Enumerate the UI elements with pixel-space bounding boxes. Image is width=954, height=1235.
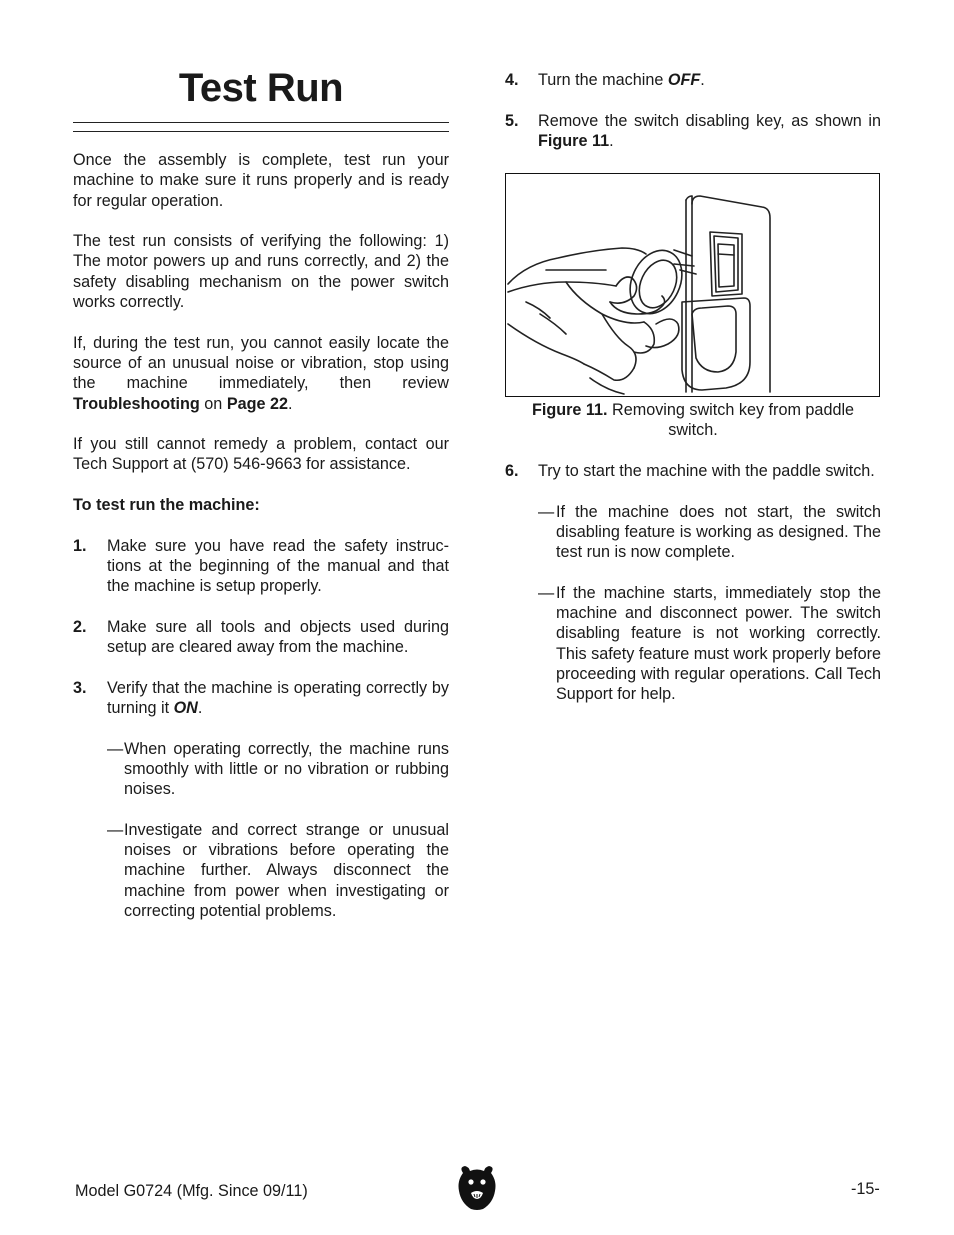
right-column — [505, 70, 881, 705]
figure-reference: Figure 11 — [538, 131, 610, 150]
step-number: 6. — [505, 462, 519, 481]
step-number: 3. — [73, 678, 87, 697]
procedure-heading: To test run the machine: — [73, 496, 260, 515]
step-number: 4. — [505, 71, 519, 89]
dash-marker: — — [538, 583, 555, 602]
step-text: Try to start the machine with the paddle switch. — [538, 462, 875, 481]
figure-11-image — [505, 173, 880, 397]
step-5 — [505, 111, 881, 152]
step-text: Make sure all tools and objects used during setup are cleared away from the machine. — [107, 617, 449, 657]
step-6-note-1 — [505, 502, 881, 563]
on-emphasis: ON — [173, 699, 198, 718]
left-column — [73, 64, 449, 921]
step-3-note-2 — [73, 820, 449, 921]
title-rule-top — [73, 122, 449, 123]
step-3-note-1 — [73, 739, 449, 800]
step-text: Make sure you have read the safety instruc-tions at the beginning of the manual and that the machine is setup properly. — [107, 536, 449, 596]
footer-model-text: Model G0724 (Mfg. Since 09/11) — [75, 1182, 308, 1200]
hand-removing-key-illustration — [506, 174, 879, 396]
step-text: Remove the switch disabling key, as shown in Figure 11. — [538, 111, 881, 150]
step-6 — [505, 461, 881, 481]
page-reference: Page 22 — [226, 394, 289, 413]
step-6-note-2 — [505, 583, 881, 705]
intro-paragraph-1: Once the assembly is complete, test run your machine to make sure it runs properly and is ready for regular operation. — [73, 151, 449, 210]
step-number: 1. — [73, 536, 87, 555]
step-number: 2. — [73, 617, 87, 636]
intro-paragraph-2: The test run consists of verifying the following: 1) The motor powers up and runs correctly, and 2) the safety disabling mechanism on the power switch works correctly. — [73, 232, 449, 312]
step-2 — [73, 617, 449, 658]
step-4 — [505, 70, 881, 90]
note-text: Investigate and correct strange or unusual noises or vibrations before operating the machine further. Always disconnect the machine from power when investigating or correcting potential problems. — [124, 820, 449, 920]
step-3 — [73, 678, 449, 719]
note-text: If the machine does not start, the switch disabling feature is working as designed. The test run is now complete. — [556, 502, 881, 562]
page-number: -15- — [851, 1180, 880, 1198]
intro-paragraph-4: If you still cannot remedy a problem, contact our Tech Support at (570) 546-9663 for assistance. — [73, 435, 449, 474]
figure-caption — [505, 400, 881, 441]
dash-marker: — — [107, 820, 124, 839]
intro-paragraph-3: If, during the test run, you cannot easily locate the source of an unusual noise or vibration, stop using the machine immediately, then review Troubleshooting on Page 22. — [73, 333, 449, 413]
off-emphasis: OFF — [667, 71, 701, 89]
step-text: Verify that the machine is operating correctly by turning it ON. — [107, 678, 449, 718]
dash-marker: — — [107, 739, 124, 758]
step-1 — [73, 536, 449, 597]
dash-marker: — — [538, 502, 555, 521]
figure-label: Figure 11. — [531, 401, 608, 420]
step-text: Turn the machine OFF. — [538, 71, 705, 89]
troubleshooting-reference: Troubleshooting — [73, 394, 200, 413]
note-text: When operating correctly, the machine runs smoothly with little or no vibration or rubbing noises. — [124, 739, 449, 799]
figure-caption-text: Removing switch key from paddle switch. — [607, 401, 855, 440]
grizzly-bear-logo-icon — [457, 1165, 497, 1211]
page-title: Test Run — [178, 66, 344, 110]
note-text: If the machine starts, immediately stop the machine and disconnect power. The switch disabling feature is not working correctly. This safety feature must work properly before proceeding with regular operations. Call Tech Support for help. — [556, 583, 881, 704]
step-number: 5. — [505, 111, 519, 130]
